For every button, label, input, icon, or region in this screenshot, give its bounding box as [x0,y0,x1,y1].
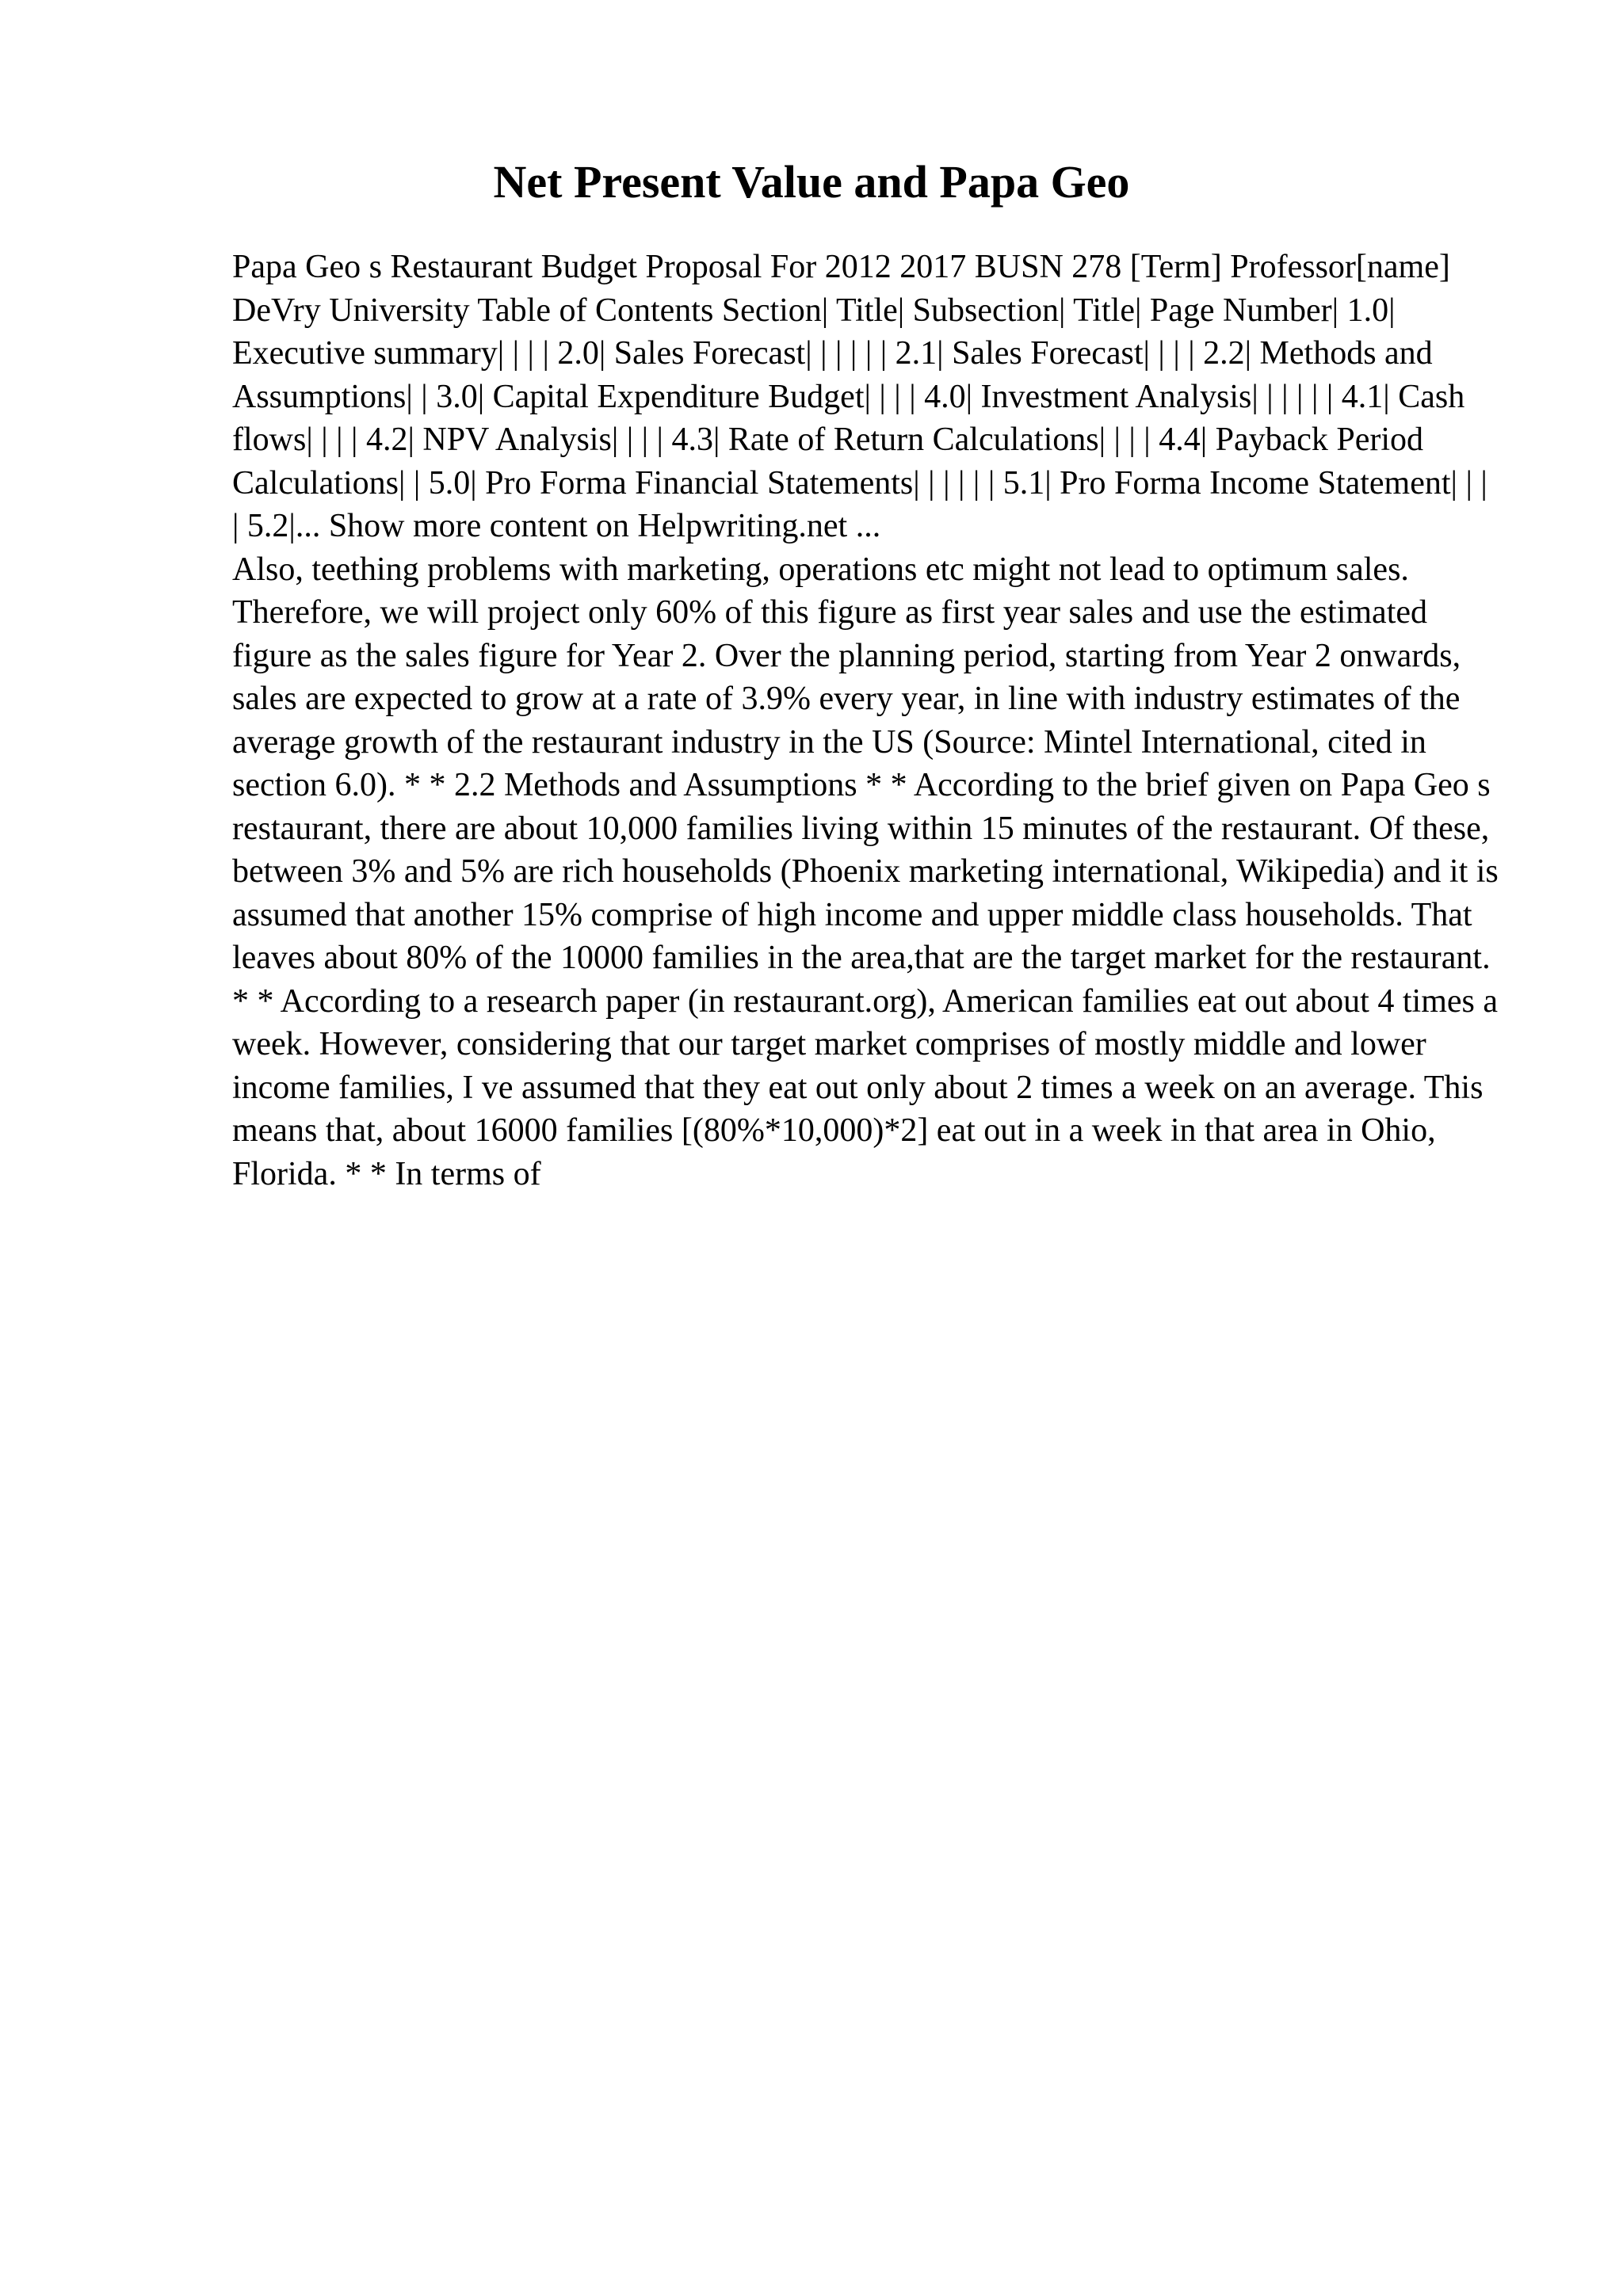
document-body [232,246,1500,1196]
body-paragraph: Also, teething problems with marketing, operations etc might not lead to optimum sales. Therefore, we will project only 60% of this figure as first year sales and use the estimated figure as the sales figure for Year 2. Over the planning period, starting from Year 2 onwards, sales are expected to grow at a rate of 3.9% every year, in line with industry estimates of the average growth of the restaurant industry in the US (Source: Mintel International, cited in section 6.0). * * 2.2 Methods and Assumptions * * According to the brief given on Papa Geo s restaurant, there are about 10,000 families living within 15 minutes of the restaurant. Of these, between 3% and 5% are rich households (Phoenix marketing international, Wikipedia) and it is assumed that another 15% comprise of high income and upper middle class households. That leaves about 80% of the 10000 families in the area,that are the target market for the restaurant. * * According to a research paper (in restaurant.org), American families eat out about 4 times a week. However, considering that our target market comprises of mostly middle and lower income families, I ve assumed that they eat out only about 2 times a week on an average. This means that, about 16000 families [(80%*10,000)*2] eat out in a week in that area in Ohio, Florida. * * In terms of [232,551,1499,1192]
document-title: Net Present Value and Papa Geo [493,156,1130,208]
body-paragraph: Papa Geo s Restaurant Budget Proposal For 2012 2017 BUSN 278 [Term] Professor[name] DeVry University Table of Contents Section| Title| Subsection| Title| Page Number| 1.0| Executive summary| | | | 2.0| Sales Forecast| | | | | | 2.1| Sales Forecast| | | | 2.2| Methods and Assumptions| | 3.0| Capital Expenditure Budget| | | | 4.0| Investment Analysis| | | | | | 4.1| Cash flows| | | | 4.2| NPV Analysis| | | | 4.3| Rate of Return Calculations| | | | 4.4| Payback Period Calculations| | 5.0| Pro Forma Financial Statements| | | | | | 5.1| Pro Forma Income Statement| | | | 5.2|... Show more content on Helpwriting.net ... [232,249,1487,544]
